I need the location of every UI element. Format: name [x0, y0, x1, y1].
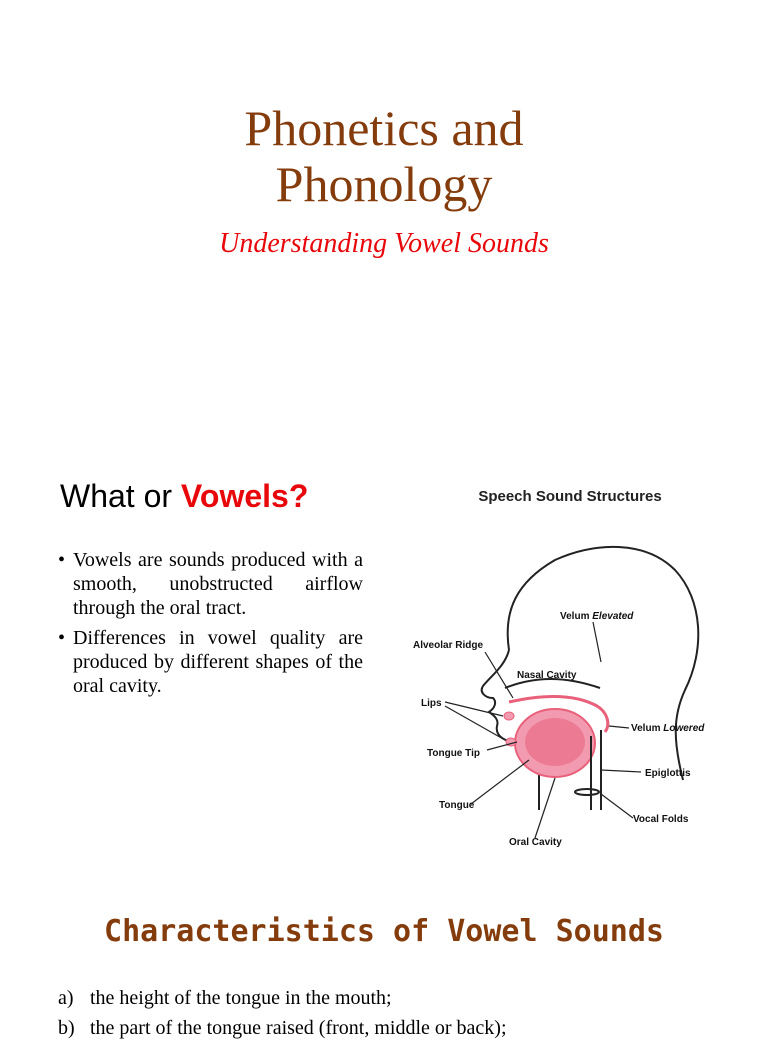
bullet-text: Differences in vowel quality are produced by different shapes of the oral cavity. [73, 627, 363, 697]
vowels-slide [0, 440, 768, 870]
characteristics-heading: Characteristics of Vowel Sounds [104, 914, 664, 949]
bullet-text: Vowels are sounds produced with a smooth, unobstructed airflow through the oral tract. [73, 549, 363, 619]
bullet-item [58, 626, 363, 698]
title-line-1: Phonetics and [244, 100, 524, 156]
bullet-item [58, 548, 363, 620]
label-velum-elevated: Velum Elevated [560, 611, 634, 622]
list-text: the height of the tongue in the mouth; [90, 987, 392, 1009]
label-nasal-cavity: Nasal Cavity [517, 670, 577, 681]
list-marker: b) [58, 1017, 75, 1039]
label-epiglottis: Epiglottis [645, 768, 691, 779]
lips-upper [504, 712, 514, 720]
bullet-list [58, 548, 363, 704]
label-alveolar-ridge: Alveolar Ridge [413, 640, 484, 651]
slide-title [0, 100, 768, 212]
list-item [58, 1013, 507, 1043]
list-item [58, 983, 507, 1013]
title-line-2: Phonology [275, 156, 493, 212]
bullet-dot-icon: • [58, 627, 66, 649]
label-tongue-tip: Tongue Tip [427, 748, 480, 759]
slide-subtitle: Understanding Vowel Sounds [219, 228, 549, 259]
heading-accent: Vowels? [180, 478, 309, 514]
list-marker: a) [58, 987, 74, 1009]
label-vocal-folds: Vocal Folds [633, 814, 689, 825]
label-oral-cavity: Oral Cavity [509, 837, 562, 848]
tongue-shade [525, 718, 585, 766]
label-velum-lowered: Velum Lowered [631, 723, 705, 734]
speech-structures-figure [405, 480, 735, 860]
head-diagram [405, 480, 735, 860]
vowels-heading [60, 478, 308, 515]
figure-title: Speech Sound Structures [478, 488, 662, 505]
label-lips: Lips [421, 698, 442, 709]
characteristics-list [58, 983, 507, 1043]
list-text: the part of the tongue raised (front, middle or back); [90, 1017, 507, 1039]
title-slide [0, 0, 768, 440]
vocal-folds-shape [575, 789, 599, 795]
bullet-dot-icon: • [58, 549, 66, 571]
characteristics-slide [0, 870, 768, 1039]
heading-plain: What or [60, 478, 181, 514]
label-tongue: Tongue [439, 800, 475, 811]
